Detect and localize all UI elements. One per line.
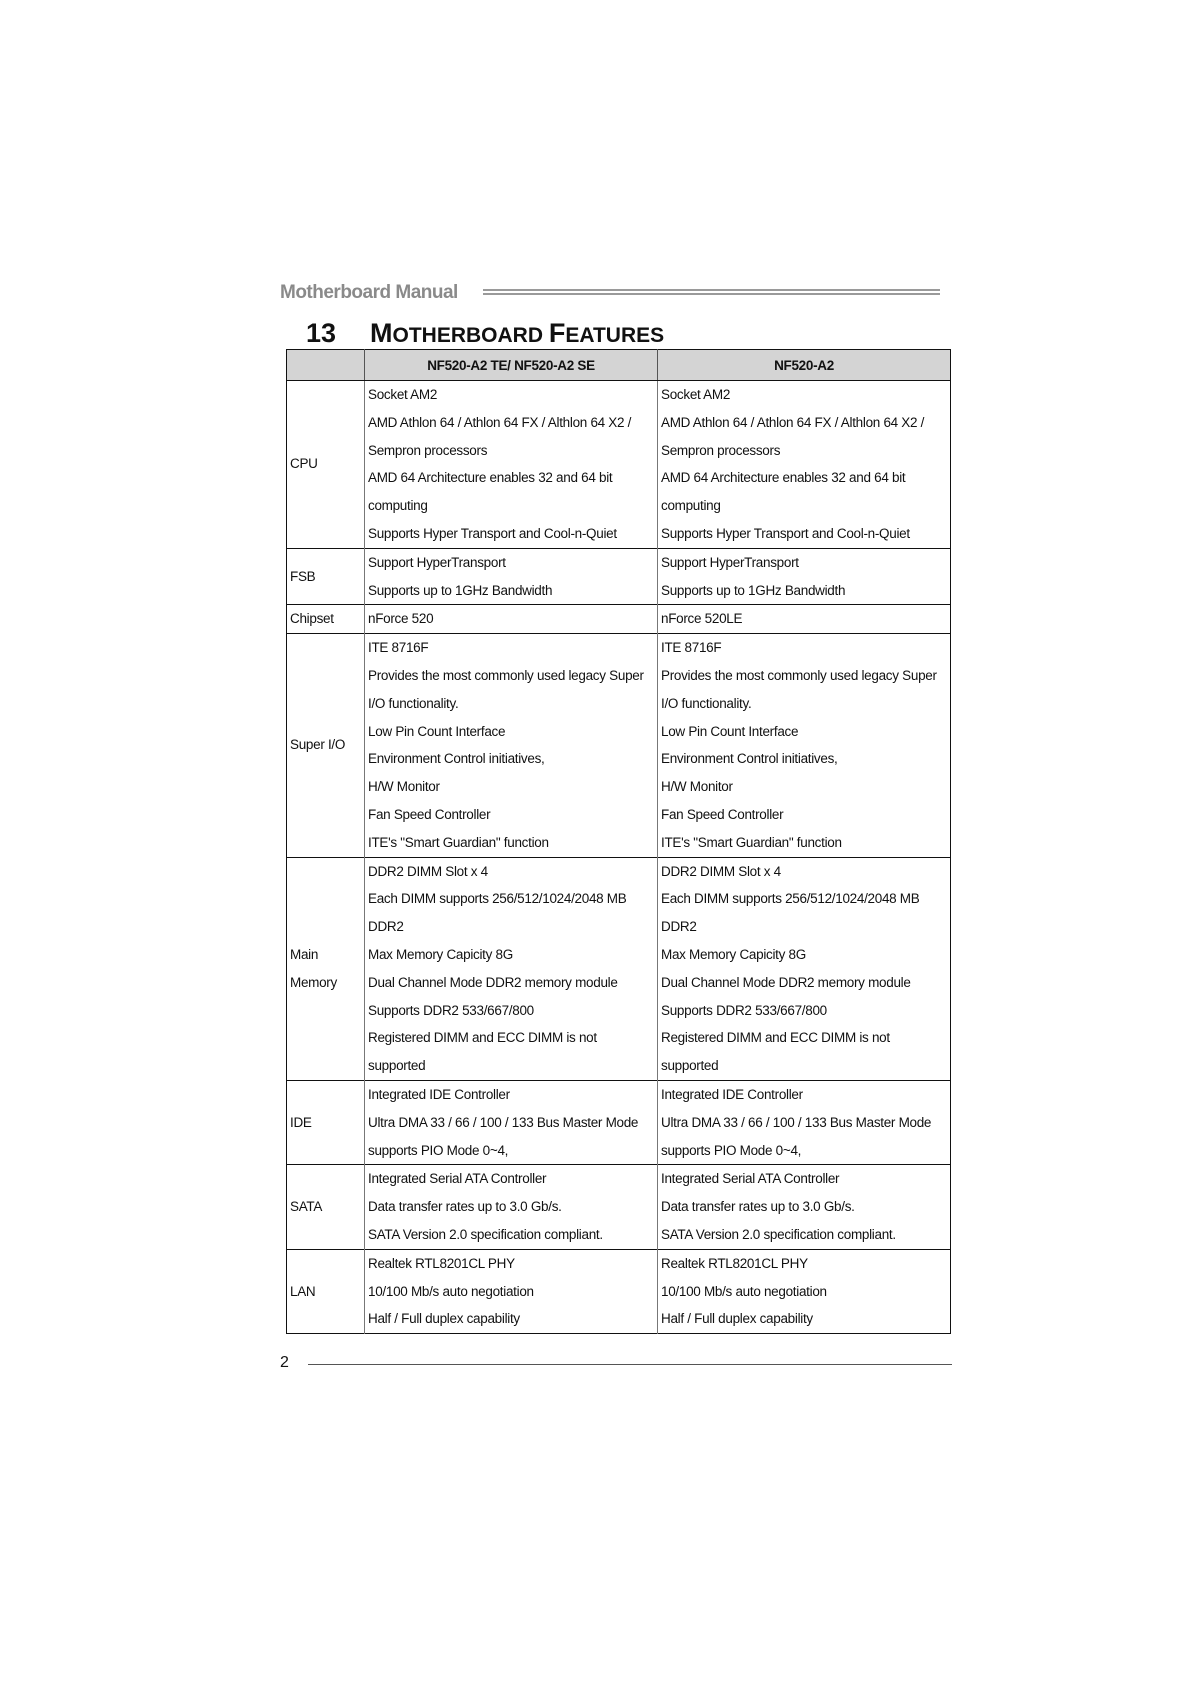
category-label: SATA xyxy=(290,1199,323,1215)
spec-line: Integrated IDE Controller xyxy=(661,1086,803,1102)
spec-cell-a2 xyxy=(658,1165,951,1249)
spec-line: Max Memory Capicity 8G xyxy=(368,946,513,962)
spec-line: Each DIMM supports 256/512/1024/2048 MB xyxy=(661,891,920,907)
spec-cell-te-se xyxy=(365,634,658,857)
spec-line: Half / Full duplex capability xyxy=(368,1311,520,1327)
spec-line: Dual Channel Mode DDR2 memory module xyxy=(368,974,618,990)
spec-line: Sempron processors xyxy=(661,442,781,458)
footer-rule xyxy=(308,1364,952,1365)
feature-group xyxy=(287,634,951,857)
spec-line: nForce 520 xyxy=(368,611,434,627)
table-row xyxy=(287,1165,951,1249)
section-title-part: M xyxy=(370,318,393,348)
spec-line: Integrated Serial ATA Controller xyxy=(368,1171,547,1187)
spec-cell-a2 xyxy=(658,548,951,605)
category-label: Memory xyxy=(290,974,337,990)
spec-line: Supports DDR2 533/667/800 xyxy=(661,1002,827,1018)
spec-line: Low Pin Count Interface xyxy=(368,723,506,739)
page-number: 2 xyxy=(280,1354,289,1371)
spec-line: Provides the most commonly used legacy Super xyxy=(368,667,644,683)
spec-line: supports PIO Mode 0~4, xyxy=(661,1142,802,1158)
feature-group xyxy=(287,381,951,549)
spec-line: AMD 64 Architecture enables 32 and 64 bit xyxy=(661,470,906,486)
table-row xyxy=(287,1249,951,1333)
header-title: Motherboard Manual xyxy=(280,282,458,303)
spec-line: Ultra DMA 33 / 66 / 100 / 133 Bus Master Mode xyxy=(661,1114,932,1130)
table-row xyxy=(287,1080,951,1164)
spec-line: DDR2 xyxy=(661,919,697,935)
spec-line: Support HyperTransport xyxy=(661,554,799,570)
spec-cell-a2 xyxy=(658,381,951,549)
spec-line: AMD Athlon 64 / Athlon 64 FX / Althlon 64 X2 / xyxy=(661,414,925,430)
spec-line: Realtek RTL8201CL PHY xyxy=(368,1255,515,1271)
spec-cell-te-se xyxy=(365,381,658,549)
category-label: Chipset xyxy=(290,611,334,627)
spec-line: supports PIO Mode 0~4, xyxy=(368,1142,509,1158)
spec-line: Supports DDR2 533/667/800 xyxy=(368,1002,534,1018)
column-header xyxy=(287,350,365,381)
feature-group xyxy=(287,605,951,634)
spec-line: Max Memory Capicity 8G xyxy=(661,946,806,962)
spec-line: Integrated IDE Controller xyxy=(368,1086,510,1102)
spec-cell-te-se xyxy=(365,605,658,634)
spec-line: Supports Hyper Transport and Cool-n-Quiet xyxy=(661,525,910,541)
spec-cell-a2 xyxy=(658,857,951,1080)
spec-cell-te-se xyxy=(365,1080,658,1164)
spec-line: computing xyxy=(368,498,428,514)
feature-category xyxy=(287,634,365,857)
table-header-row xyxy=(287,350,951,381)
category-label: CPU xyxy=(290,456,318,472)
feature-group xyxy=(287,1165,951,1249)
section-title-part: EATURES xyxy=(565,324,665,347)
feature-category xyxy=(287,548,365,605)
section-number: 13 xyxy=(306,318,337,348)
spec-line: Dual Channel Mode DDR2 memory module xyxy=(661,974,911,990)
spec-line: Ultra DMA 33 / 66 / 100 / 133 Bus Master Mode xyxy=(368,1114,639,1130)
spec-cell-a2 xyxy=(658,1080,951,1164)
spec-cell-te-se xyxy=(365,548,658,605)
spec-line: Socket AM2 xyxy=(368,387,438,402)
spec-line: ITE's "Smart Guardian" function xyxy=(661,834,842,850)
spec-line: supported xyxy=(661,1058,719,1074)
spec-line: Data transfer rates up to 3.0 Gb/s. xyxy=(661,1199,855,1215)
spec-cell-a2 xyxy=(658,605,951,634)
table-row xyxy=(287,857,951,1080)
spec-line: computing xyxy=(661,498,721,514)
running-header xyxy=(280,282,940,308)
header-rule xyxy=(483,289,940,297)
spec-line: Each DIMM supports 256/512/1024/2048 MB xyxy=(368,891,627,907)
spec-cell-te-se xyxy=(365,857,658,1080)
spec-cell-te-se xyxy=(365,1165,658,1249)
table-row xyxy=(287,605,951,634)
feature-group xyxy=(287,1080,951,1164)
spec-line: I/O functionality. xyxy=(661,695,752,711)
spec-line: Supports up to 1GHz Bandwidth xyxy=(368,582,553,598)
section-title-part: F xyxy=(548,318,566,348)
spec-line: DDR2 xyxy=(368,919,404,935)
feature-group xyxy=(287,857,951,1080)
spec-line: Half / Full duplex capability xyxy=(661,1311,813,1327)
spec-line: Support HyperTransport xyxy=(368,554,506,570)
spec-line: AMD 64 Architecture enables 32 and 64 bit xyxy=(368,470,613,486)
spec-line: Realtek RTL8201CL PHY xyxy=(661,1255,808,1271)
page-footer xyxy=(280,1354,952,1374)
spec-line: nForce 520LE xyxy=(661,611,743,627)
feature-category xyxy=(287,857,365,1080)
spec-line: ITE 8716F xyxy=(368,640,429,656)
feature-category xyxy=(287,1165,365,1249)
spec-line: H/W Monitor xyxy=(661,779,733,795)
category-label: Super I/O xyxy=(290,737,346,753)
spec-line: Registered DIMM and ECC DIMM is not xyxy=(661,1030,890,1046)
spec-line: I/O functionality. xyxy=(368,695,459,711)
table-row xyxy=(287,634,951,857)
section-title xyxy=(306,318,664,349)
spec-cell-a2 xyxy=(658,1249,951,1333)
category-label: IDE xyxy=(290,1114,312,1130)
category-label: Main xyxy=(290,946,319,962)
spec-line: Supports Hyper Transport and Cool-n-Quiet xyxy=(368,525,617,541)
spec-line: 10/100 Mb/s auto negotiation xyxy=(661,1283,827,1299)
spec-line: Supports up to 1GHz Bandwidth xyxy=(661,582,846,598)
spec-line: DDR2 DIMM Slot x 4 xyxy=(661,863,781,879)
spec-line: ITE's "Smart Guardian" function xyxy=(368,834,549,850)
table-row xyxy=(287,548,951,605)
spec-line: SATA Version 2.0 specification compliant. xyxy=(368,1226,603,1242)
spec-line: Fan Speed Controller xyxy=(661,806,784,822)
spec-cell-te-se xyxy=(365,1249,658,1333)
spec-line: Environment Control initiatives, xyxy=(368,751,545,767)
feature-category xyxy=(287,381,365,549)
spec-line: Data transfer rates up to 3.0 Gb/s. xyxy=(368,1199,562,1215)
spec-line: supported xyxy=(368,1058,426,1074)
spec-line: Provides the most commonly used legacy Super xyxy=(661,667,937,683)
spec-line: Low Pin Count Interface xyxy=(661,723,799,739)
spec-line: Integrated Serial ATA Controller xyxy=(661,1171,840,1187)
spec-cell-a2 xyxy=(658,634,951,857)
spec-line: Fan Speed Controller xyxy=(368,806,491,822)
column-header: NF520-A2 TE/ NF520-A2 SE xyxy=(365,350,658,381)
section-title-part: OTHERBOARD xyxy=(392,324,549,347)
table-row xyxy=(287,381,951,549)
spec-line: Registered DIMM and ECC DIMM is not xyxy=(368,1030,597,1046)
spec-line: ITE 8716F xyxy=(661,640,722,656)
feature-category xyxy=(287,605,365,634)
spec-line: AMD Athlon 64 / Athlon 64 FX / Althlon 64 X2 / xyxy=(368,414,632,430)
spec-line: DDR2 DIMM Slot x 4 xyxy=(368,863,488,879)
spec-line: H/W Monitor xyxy=(368,779,440,795)
spec-line: Socket AM2 xyxy=(661,387,731,402)
category-label: FSB xyxy=(290,568,316,584)
column-header: NF520-A2 xyxy=(658,350,951,381)
feature-category xyxy=(287,1080,365,1164)
features-table xyxy=(286,349,951,1334)
feature-group xyxy=(287,1249,951,1333)
category-label: LAN xyxy=(290,1283,316,1299)
feature-group xyxy=(287,548,951,605)
spec-line: SATA Version 2.0 specification compliant. xyxy=(661,1226,896,1242)
spec-line: 10/100 Mb/s auto negotiation xyxy=(368,1283,534,1299)
spec-line: Environment Control initiatives, xyxy=(661,751,838,767)
feature-category xyxy=(287,1249,365,1333)
spec-line: Sempron processors xyxy=(368,442,488,458)
